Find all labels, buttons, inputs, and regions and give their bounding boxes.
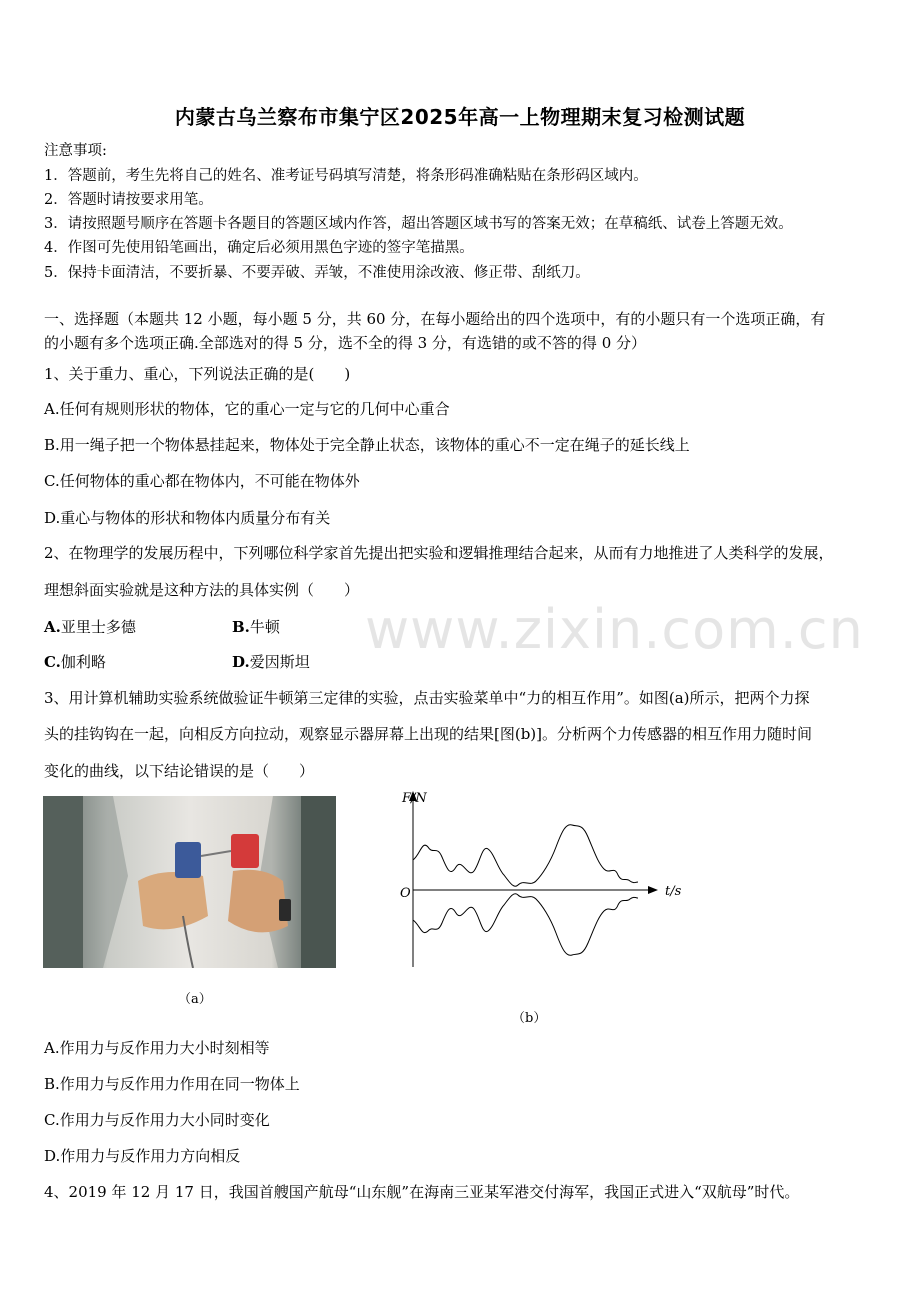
figure-a-photo xyxy=(43,796,336,968)
q2-option-a-key: A. xyxy=(44,618,61,636)
q3-option-d: D.作用力与反作用力方向相反 xyxy=(44,1147,241,1165)
graph-y-label: F/N xyxy=(402,791,427,806)
figure-a-illustration xyxy=(43,796,336,968)
notice-item-5: 5．保持卡面清洁，不要折暴、不要弄破、弄皱，不准使用涂改液、修正带、刮纸刀。 xyxy=(44,265,590,281)
notice-item-2: 2．答题时请按要求用笔。 xyxy=(44,192,213,208)
q3-stem-line-3: 变化的曲线，以下结论错误的是（ ） xyxy=(44,762,315,780)
q1-option-a: A.任何有规则形状的物体，它的重心一定与它的几何中心重合 xyxy=(44,400,450,418)
q3-option-a: A.作用力与反作用力大小时刻相等 xyxy=(44,1039,270,1057)
section-heading-line-1: 一、选择题（本题共 12 小题，每小题 5 分，共 60 分，在每小题给出的四个选项中，有的小题只有一个选项正确，有 xyxy=(44,310,826,328)
q4-stem: 4、2019 年 12 月 17 日，我国首艘国产航母“山东舰”在海南三亚某军港交付海军，我国正式进入“双航母”时代。 xyxy=(44,1183,800,1201)
q2-option-b-text: 牛顿 xyxy=(249,618,280,636)
section-heading-line-2: 的小题有多个选项正确.全部选对的得 5 分，选不全的得 3 分，有选错的或不答的得 0 分） xyxy=(44,334,647,352)
notice-item-1: 1．答题前，考生先将自己的姓名、准考证号码填写清楚，将条形码准确粘贴在条形码区域内。 xyxy=(44,168,648,184)
page-title: 内蒙古乌兰察布市集宁区2025年高一上物理期末复习检测试题 xyxy=(174,105,746,129)
q2-option-d-text: 爱因斯坦 xyxy=(249,653,310,671)
q3-stem-line-2: 头的挂钩钩在一起，向相反方向拉动，观察显示器屏幕上出现的结果[图(b)]。分析两个力传感器的相互作用力随时间 xyxy=(44,725,813,743)
q2-option-c xyxy=(44,651,106,672)
graph-x-arrow xyxy=(648,886,658,894)
q2-option-b xyxy=(232,616,280,637)
q2-option-c-key: C. xyxy=(44,653,61,671)
q2-option-a xyxy=(44,616,136,637)
q2-stem-line-2: 理想斜面实验就是这种方法的具体实例（ ） xyxy=(44,581,360,599)
graph-origin-label: O xyxy=(400,886,411,901)
notice-item-3: 3．请按照题号顺序在答题卡各题目的答题区域内作答，超出答题区域书写的答案无效；在草稿纸、试卷上答题无效。 xyxy=(44,216,793,232)
notice-item-4: 4．作图可先使用铅笔画出，确定后必须用黑色字迹的签字笔描黑。 xyxy=(44,240,474,256)
q3-option-b: B.作用力与反作用力作用在同一物体上 xyxy=(44,1075,300,1093)
q2-option-a-text: 亚里士多德 xyxy=(60,618,136,636)
q2-option-b-key: B. xyxy=(232,618,250,636)
q1-option-d: D.重心与物体的形状和物体内质量分布有关 xyxy=(44,509,331,527)
q2-stem-line-1: 2、在物理学的发展历程中，下列哪位科学家首先提出把实验和逻辑推理结合起来，从而有力地推进了人类科学的发展， xyxy=(44,544,834,562)
q1-option-c: C.任何物体的重心都在物体内，不可能在物体外 xyxy=(44,472,360,490)
q3-option-c: C.作用力与反作用力大小同时变化 xyxy=(44,1111,270,1129)
graph-lower-curve xyxy=(413,894,638,956)
q2-option-d xyxy=(232,651,310,672)
figure-b-caption: （b） xyxy=(512,1011,547,1026)
figure-a-caption: （a） xyxy=(178,992,212,1007)
graph-upper-curve xyxy=(413,825,638,887)
q1-option-b: B.用一绳子把一个物体悬挂起来，物体处于完全静止状态，该物体的重心不一定在绳子的延长线上 xyxy=(44,436,690,454)
q1-stem: 1、关于重力、重心，下列说法正确的是( ) xyxy=(44,365,351,383)
q3-stem-line-1: 3、用计算机辅助实验系统做验证牛顿第三定律的实验，点击实验菜单中“力的相互作用”。如图(a)所示，把两个力探 xyxy=(44,689,810,707)
watermark: www.zixin.com.cn xyxy=(365,598,864,661)
q2-option-c-text: 伽利略 xyxy=(60,653,106,671)
figure-b-graph xyxy=(390,785,690,975)
notice-heading: 注意事项: xyxy=(44,143,107,159)
graph-x-label: t/s xyxy=(665,884,682,899)
q2-option-d-key: D. xyxy=(232,653,250,671)
